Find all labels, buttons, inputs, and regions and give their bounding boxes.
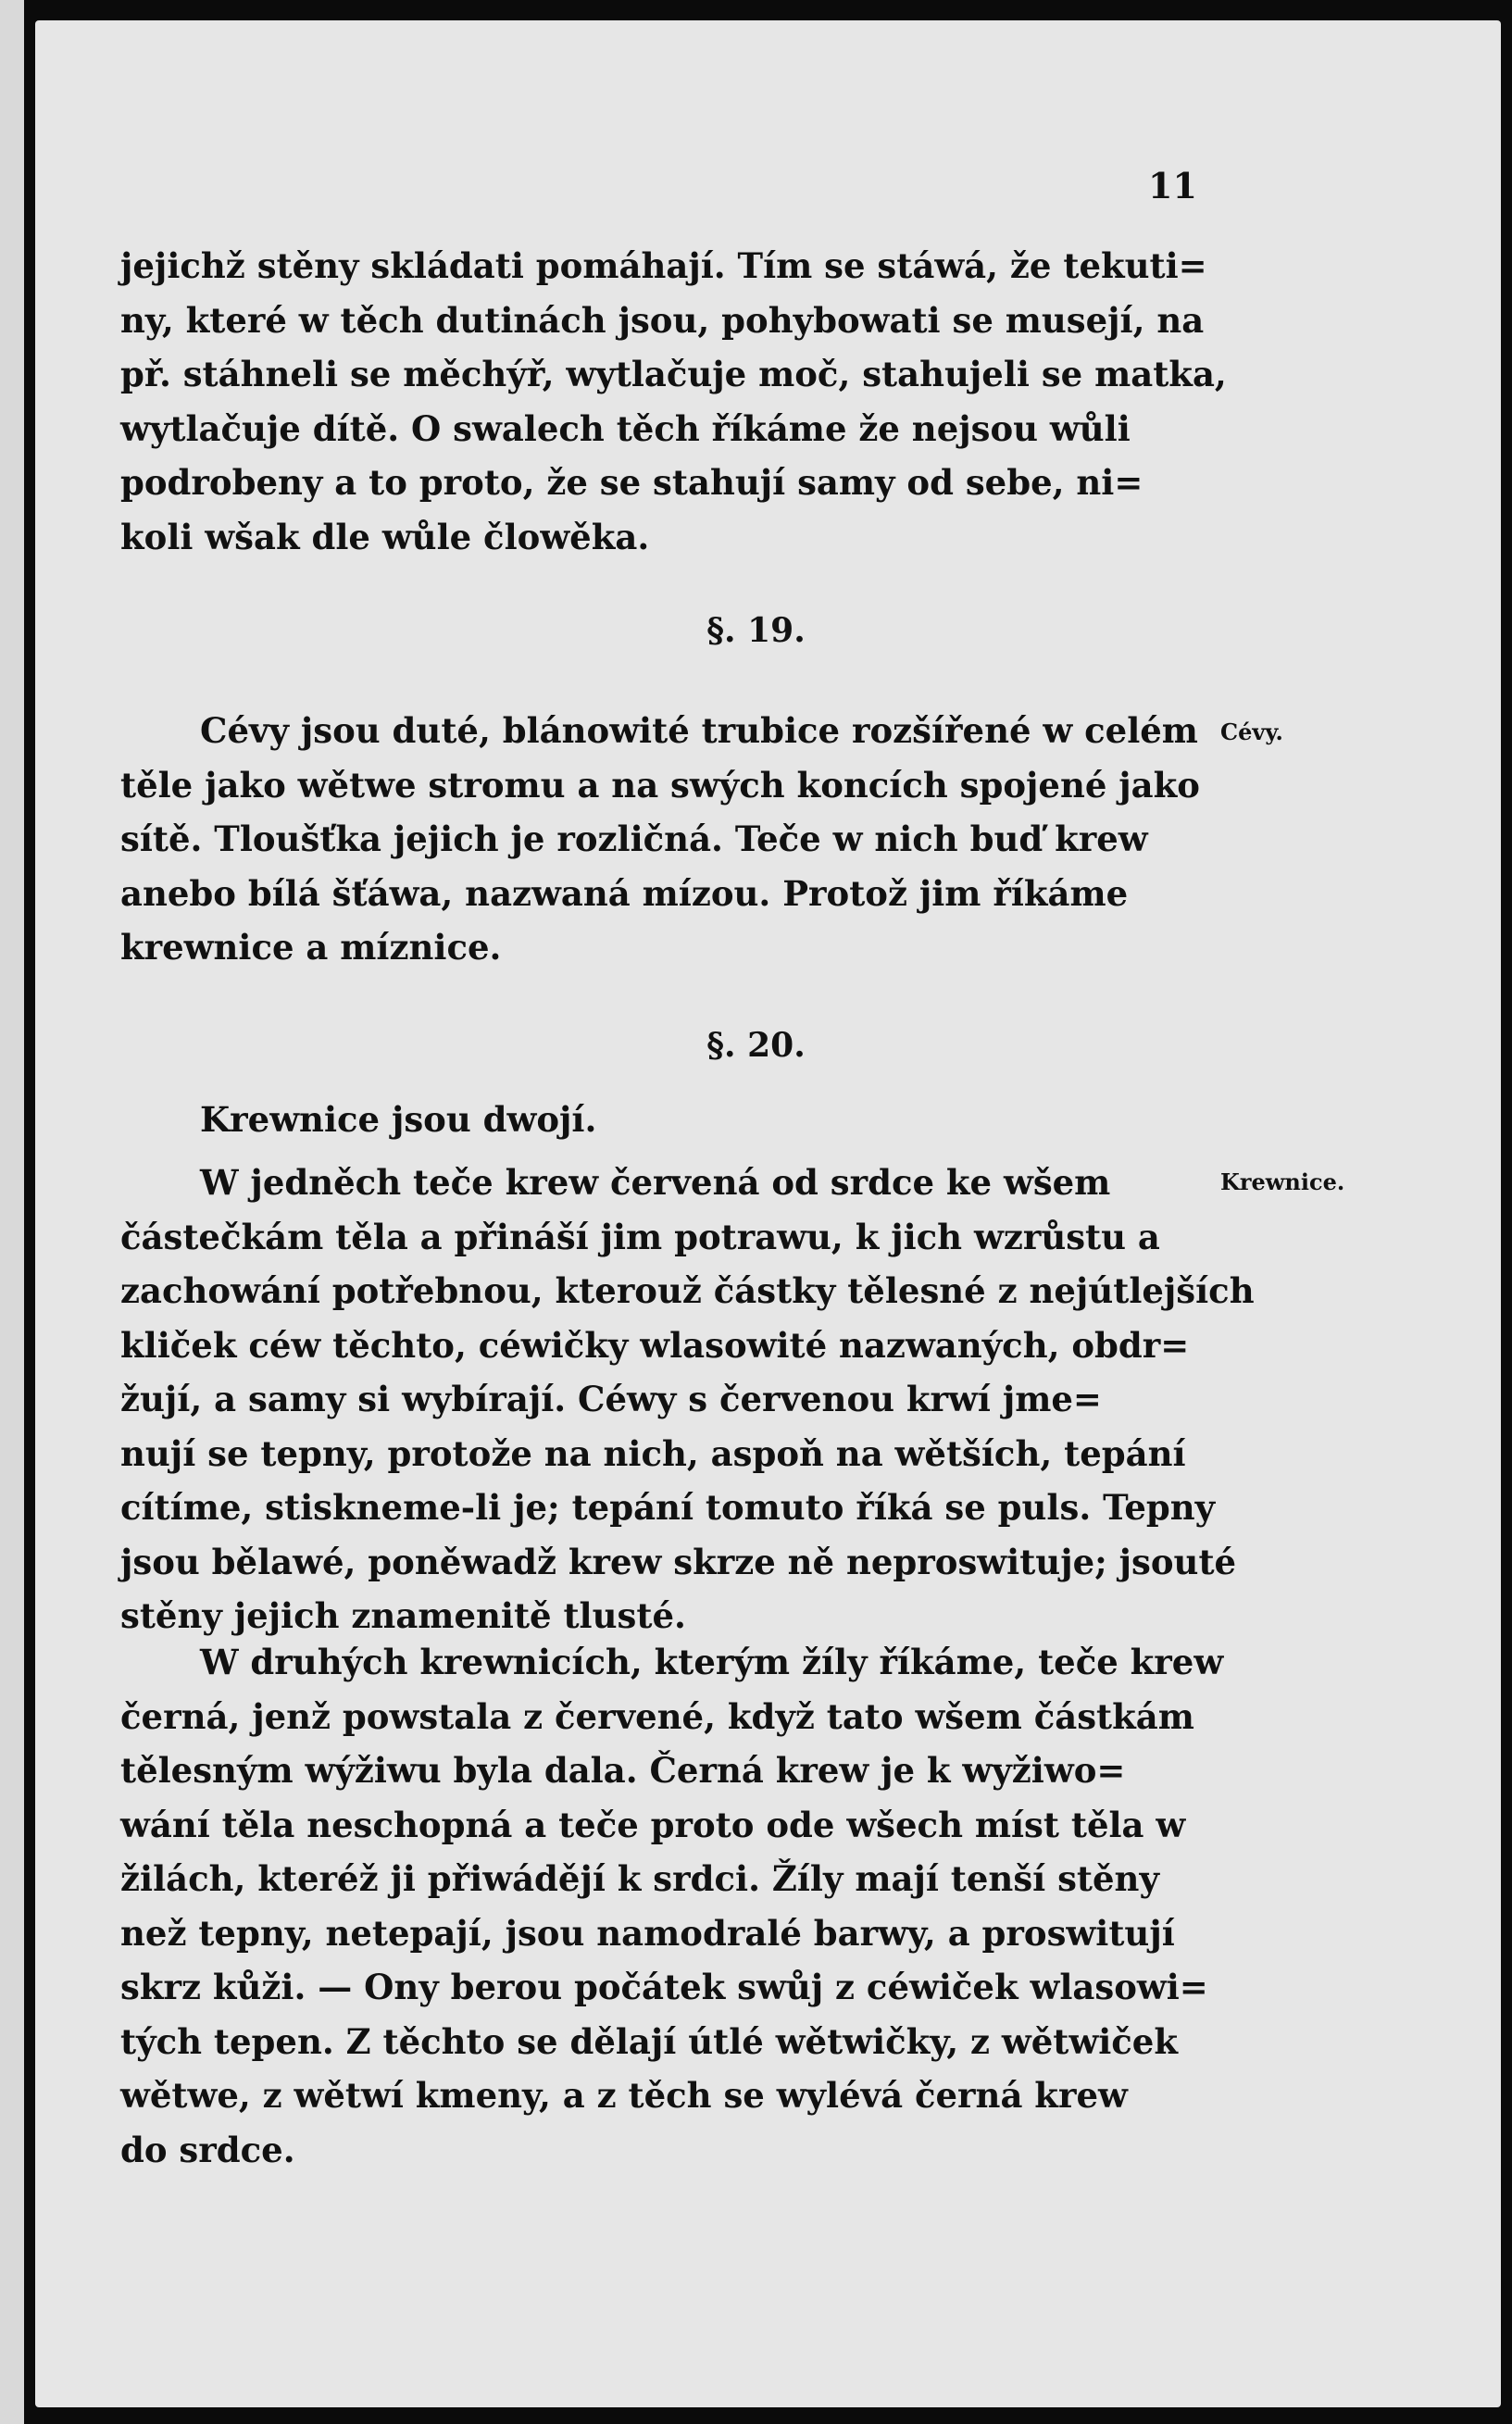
text-line: žují, a samy si wybírají. Céwy s červenou krwí jme= <box>120 1379 1102 1419</box>
section-20-intro <box>120 1093 1213 1147</box>
text-line: jsou bělawé, poněwadž krew skrze ně neproswituje; jsouté <box>120 1541 1237 1582</box>
text-line: částečkám těla a přináší jim potrawu, k jich wzrůstu a <box>120 1216 1160 1257</box>
text-line: nují se tepny, protože na nich, aspoň na wětších, tepání <box>120 1432 1186 1474</box>
section-heading-20: §. 20. <box>706 1026 806 1065</box>
text-line: stěny jejich znamenitě tlusté. <box>120 1595 686 1636</box>
marginal-note-krewnice: Krewnice. <box>1220 1168 1345 1195</box>
page-number: 11 <box>1148 165 1197 206</box>
text-line: sítě. Tloušťka jejich je rozličná. Teče w nich buď krew <box>120 818 1148 859</box>
text-line: W druhých krewnicích, kterým žíly říkáme, teče krew <box>200 1642 1224 1682</box>
text-line: anebo bílá šťáwa, nazwaná mízou. Protož jim říkáme <box>120 872 1129 914</box>
section-20-paragraph-b <box>120 1635 1224 2177</box>
text-line: černá, jenž powstala z červené, když tato wšem částkám <box>120 1695 1194 1737</box>
text-line: Cévy jsou duté, blánowité trubice rozšířené w celém <box>200 710 1198 751</box>
section-19-paragraph <box>120 704 1213 975</box>
text-line: podrobeny a to proto, že se stahují samy od sebe, ni= <box>120 462 1143 503</box>
text-line: koli wšak dle wůle člowěka. <box>120 516 650 557</box>
text-line: W jedněch teče krew červená od srdce ke wšem <box>200 1162 1111 1203</box>
text-line: cítíme, stiskneme-li je; tepání tomuto říká se puls. Tepny <box>120 1487 1216 1528</box>
text-line: wytlačuje dítě. O swalech těch říkáme že nejsou wůli <box>120 407 1131 449</box>
paragraph-1 <box>120 239 1227 564</box>
text-line: Krewnice jsou dwojí. <box>200 1099 597 1140</box>
text-line: jejichž stěny skládati pomáhají. Tím se stáwá, že tekuti= <box>120 245 1207 286</box>
text-line: žilách, kteréž ji přiwádějí k srdci. Žíly mají tenší stěny <box>120 1858 1159 1899</box>
text-line: těle jako wětwe stromu a na swých koncích spojené jako <box>120 764 1200 806</box>
marginal-note-cevy: Cévy. <box>1220 718 1283 745</box>
adjacent-page-edge <box>0 0 24 2424</box>
text-line: př. stáhneli se měchýř, wytlačuje moč, stahujeli se matka, <box>120 354 1227 394</box>
text-line: zachowání potřebnou, kterouž částky tělesné z nejútlejších <box>120 1270 1255 1311</box>
text-line: tělesným wýžiwu byla dala. Černá krew je k wyžiwo= <box>120 1750 1126 1791</box>
text-line: kliček céw těchto, céwičky wlasowité nazwaných, obdr= <box>120 1324 1190 1366</box>
text-line: krewnice a míznice. <box>120 927 502 968</box>
text-line: ny, které w těch dutinách jsou, pohybowati se musejí, na <box>120 299 1205 341</box>
section-heading-19: §. 19. <box>706 611 806 650</box>
text-line: skrz kůži. — Ony berou počátek swůj z céwiček wlasowi= <box>120 1967 1208 2007</box>
text-line: wání těla neschopná a teče proto ode wšech míst těla w <box>120 1804 1186 1845</box>
text-line: tých tepen. Z těchto se dělají útlé wětwičky, z wětwiček <box>120 2020 1178 2062</box>
text-line: než tepny, netepají, jsou namodralé barwy, a proswitují <box>120 1912 1175 1954</box>
section-20-paragraph-a <box>120 1156 1255 1643</box>
text-line: do srdce. <box>120 2129 295 2170</box>
text-line: wětwe, z wětwí kmeny, a z těch se wylévá černá krew <box>120 2075 1128 2116</box>
